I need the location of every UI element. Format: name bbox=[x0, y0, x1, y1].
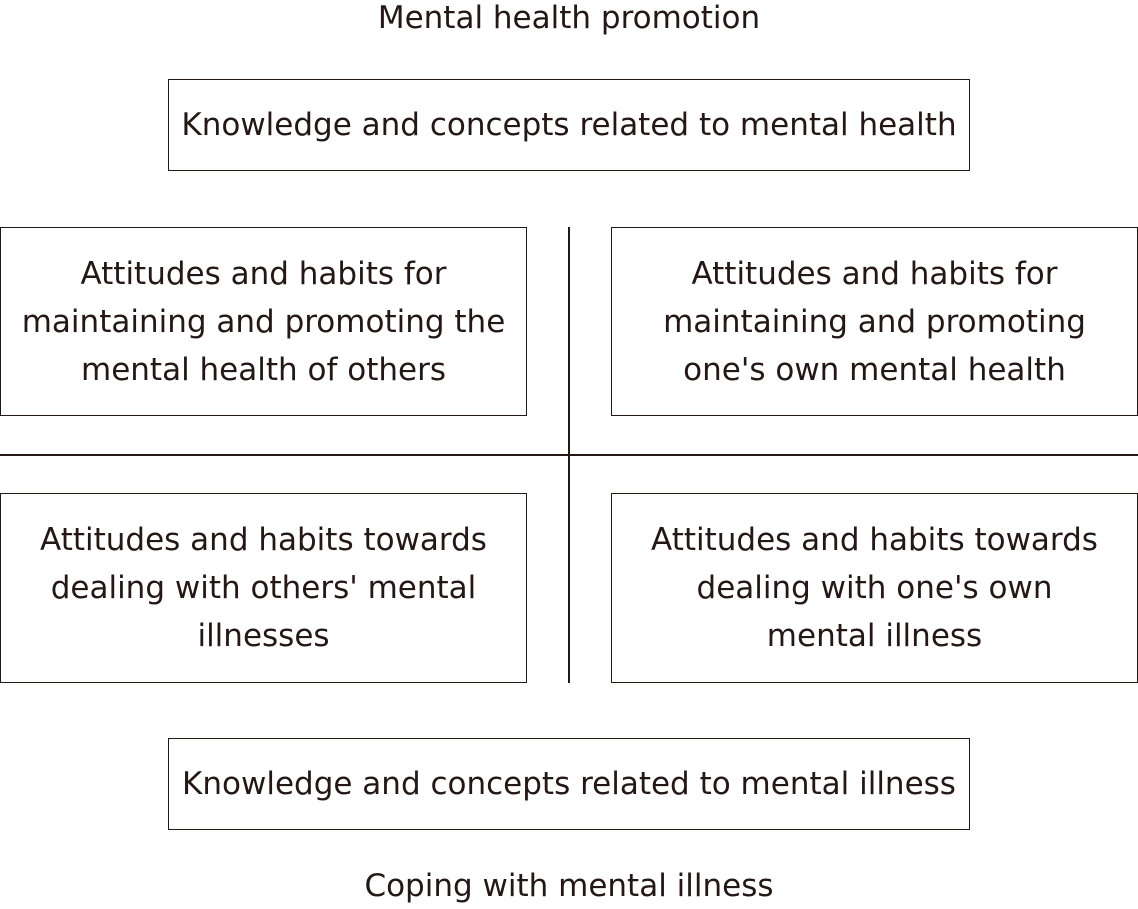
bottom-label: Coping with mental illness bbox=[364, 868, 774, 904]
box-own-mental-health bbox=[611, 227, 1138, 416]
horizontal-axis-line bbox=[0, 454, 1138, 456]
box-others-mental-illness bbox=[0, 493, 527, 683]
box-others-mental-health bbox=[0, 227, 527, 416]
box-knowledge-mental-health-text: Knowledge and concepts related to mental health bbox=[181, 107, 957, 143]
top-label: Mental health promotion bbox=[377, 0, 761, 36]
box-own-mental-illness bbox=[611, 493, 1138, 683]
box-others-mental-health-text: Attitudes and habits for maintaining and promoting the mental health of others bbox=[21, 255, 506, 388]
box-knowledge-mental-health bbox=[168, 79, 970, 171]
box-others-mental-illness-text: Attitudes and habits towards dealing with others' mental illnesses bbox=[40, 522, 487, 654]
box-knowledge-mental-illness bbox=[168, 738, 970, 830]
box-own-mental-illness-text: Attitudes and habits towards dealing with one's own mental illness bbox=[651, 522, 1098, 654]
box-knowledge-mental-illness-text: Knowledge and concepts related to mental illness bbox=[182, 766, 956, 802]
box-own-mental-health-text: Attitudes and habits for maintaining and promoting one's own mental health bbox=[663, 255, 1086, 388]
